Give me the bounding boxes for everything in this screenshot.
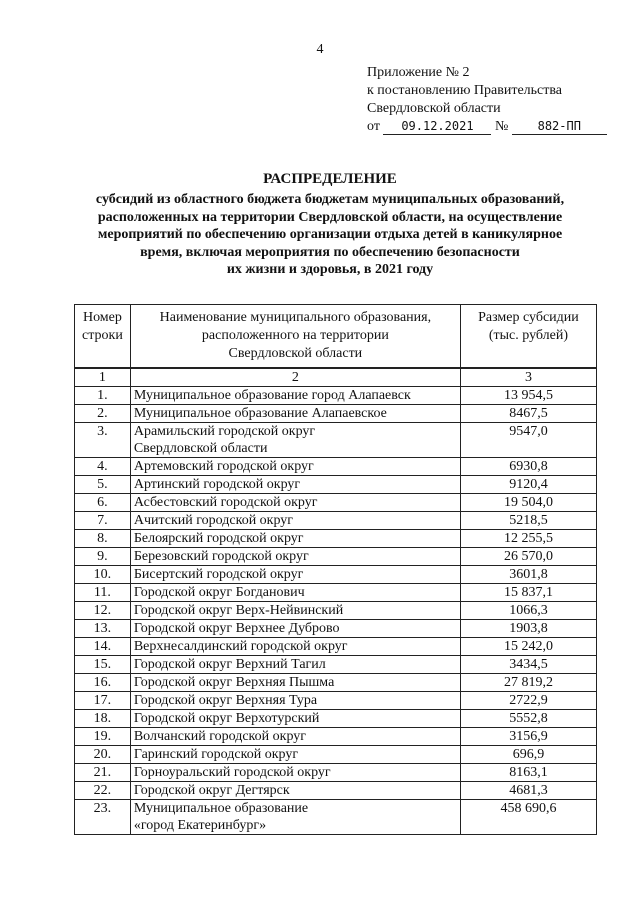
table-row (75, 656, 597, 674)
subtitle-line: время, включая мероприятия по обеспечению безопасности (140, 244, 520, 260)
subsidy-amount: 458 690,6 (460, 800, 596, 835)
column-index-row (75, 368, 597, 387)
municipality-name-line: Городской округ Верхняя Пышма (133, 675, 335, 690)
heading-subtitle (70, 191, 590, 279)
row-number: 4. (75, 458, 131, 476)
municipality-name-line: Ачитский городской округ (133, 513, 294, 528)
row-number: 23. (75, 800, 131, 835)
row-number: 10. (75, 566, 131, 584)
subsidy-amount: 2722,9 (460, 692, 596, 710)
table-row (75, 782, 597, 800)
table-row (75, 494, 597, 512)
municipality-name (130, 512, 460, 530)
subsidy-amount: 9547,0 (460, 423, 596, 458)
subtitle-line: субсидий из областного бюджета бюджетам муниципальных образований, (95, 192, 565, 207)
row-number: 22. (75, 782, 131, 800)
municipality-name (130, 656, 460, 674)
municipality-name (130, 387, 460, 405)
table-row (75, 566, 597, 584)
municipality-name-line: Арамильский городской округ (133, 424, 316, 439)
row-number: 6. (75, 494, 131, 512)
date-prefix: от (367, 119, 380, 134)
appendix-line-3: Свердловской области (367, 101, 501, 116)
municipality-name-line: Гаринский городской округ (133, 747, 299, 762)
subsidy-amount: 15 837,1 (460, 584, 596, 602)
subsidy-amount: 13 954,5 (460, 387, 596, 405)
municipality-name-line: Городской округ Верхняя Тура (133, 693, 318, 708)
table-row (75, 620, 597, 638)
row-number: 1. (75, 387, 131, 405)
row-number: 3. (75, 423, 131, 458)
appendix-line-2: к постановлению Правительства (367, 83, 563, 98)
subsidy-amount: 1066,3 (460, 602, 596, 620)
table-row (75, 602, 597, 620)
table-row (75, 387, 597, 405)
header-row-number: Номер строки (75, 305, 131, 369)
appendix-block (367, 64, 607, 136)
appendix-date-line (367, 118, 607, 136)
subsidy-amount: 5218,5 (460, 512, 596, 530)
municipality-name (130, 476, 460, 494)
table-row (75, 674, 597, 692)
subsidy-amount: 696,9 (460, 746, 596, 764)
row-number: 5. (75, 476, 131, 494)
document-heading (70, 170, 590, 279)
municipality-name (130, 800, 460, 835)
row-number: 17. (75, 692, 131, 710)
municipality-name-line: Городской округ Верхотурский (133, 711, 320, 726)
table-row (75, 423, 597, 458)
municipality-name (130, 566, 460, 584)
table-row (75, 476, 597, 494)
municipality-name-line: Бисертский городской округ (133, 567, 304, 582)
row-number: 19. (75, 728, 131, 746)
municipality-name-line: Артинский городской округ (133, 477, 301, 492)
municipality-name (130, 602, 460, 620)
column-index: 3 (460, 368, 596, 387)
municipality-name (130, 746, 460, 764)
municipality-name (130, 405, 460, 423)
municipality-name (130, 423, 460, 458)
municipality-name-line: Асбестовский городской округ (133, 495, 318, 510)
municipality-name-line: Волчанский городской округ (133, 729, 306, 744)
row-number: 16. (75, 674, 131, 692)
municipality-name-line: Свердловской области (133, 441, 268, 456)
subsidy-table (74, 304, 597, 835)
municipality-name-line: «город Екатеринбург» (133, 818, 267, 833)
subsidy-amount: 3434,5 (460, 656, 596, 674)
row-number: 15. (75, 656, 131, 674)
municipality-name (130, 782, 460, 800)
table-row (75, 728, 597, 746)
municipality-name-line: Городской округ Верхнее Дуброво (133, 621, 340, 636)
subsidy-amount: 9120,4 (460, 476, 596, 494)
subsidy-amount: 4681,3 (460, 782, 596, 800)
table-row (75, 746, 597, 764)
municipality-name (130, 494, 460, 512)
decree-number: 882-ПП (512, 119, 607, 135)
municipality-name-line: Городской округ Верхний Тагил (133, 657, 326, 672)
subsidy-amount: 6930,8 (460, 458, 596, 476)
subtitle-line: их жизни и здоровья, в 2021 году (226, 262, 434, 277)
subsidy-amount: 5552,8 (460, 710, 596, 728)
table-row (75, 692, 597, 710)
row-number: 11. (75, 584, 131, 602)
municipality-name (130, 638, 460, 656)
municipality-name (130, 620, 460, 638)
subsidy-amount: 27 819,2 (460, 674, 596, 692)
subtitle-line: расположенных на территории Свердловской области, на осуществление (97, 209, 563, 225)
heading-title: РАСПРЕДЕЛЕНИЕ (263, 171, 397, 187)
municipality-name (130, 584, 460, 602)
row-number: 21. (75, 764, 131, 782)
row-number: 20. (75, 746, 131, 764)
municipality-name-line: Белоярский городской округ (133, 531, 304, 546)
municipality-name-line: Березовский городской округ (133, 549, 309, 564)
municipality-name (130, 692, 460, 710)
subsidy-amount: 8163,1 (460, 764, 596, 782)
municipality-name (130, 710, 460, 728)
municipality-name-line: Муниципальное образование город Алапаевск (133, 388, 411, 403)
table-row (75, 530, 597, 548)
municipality-name-line: Артемовский городской округ (133, 459, 314, 474)
municipality-name (130, 674, 460, 692)
municipality-name (130, 764, 460, 782)
subsidy-amount: 26 570,0 (460, 548, 596, 566)
municipality-name-line: Горноуральский городской округ (133, 765, 331, 780)
row-number: 9. (75, 548, 131, 566)
column-index: 2 (130, 368, 460, 387)
table-row (75, 638, 597, 656)
row-number: 12. (75, 602, 131, 620)
table-row (75, 584, 597, 602)
municipality-name-line: Городской округ Дегтярск (133, 783, 290, 798)
subsidy-amount: 12 255,5 (460, 530, 596, 548)
table-row (75, 512, 597, 530)
row-number: 18. (75, 710, 131, 728)
municipality-name-line: Муниципальное образование Алапаевское (133, 406, 387, 421)
appendix-line-1: Приложение № 2 (367, 65, 470, 80)
subsidy-amount: 8467,5 (460, 405, 596, 423)
table-header-row (75, 305, 597, 369)
municipality-name (130, 548, 460, 566)
header-municipality: Наименование муниципального образования, расположенного на территории Свердловской области (130, 305, 460, 369)
row-number: 13. (75, 620, 131, 638)
table-row (75, 405, 597, 423)
municipality-name-line: Муниципальное образование (133, 801, 309, 816)
subsidy-amount: 19 504,0 (460, 494, 596, 512)
table-row (75, 548, 597, 566)
table-row (75, 710, 597, 728)
municipality-name-line: Городской округ Верх-Нейвинский (133, 603, 344, 618)
municipality-name (130, 530, 460, 548)
subtitle-line: мероприятий по обеспечению организации отдыха детей в каникулярное (97, 227, 563, 242)
municipality-name (130, 458, 460, 476)
number-prefix: № (494, 119, 509, 134)
table-row (75, 458, 597, 476)
page-number: 4 (316, 42, 324, 57)
subsidy-amount: 3601,8 (460, 566, 596, 584)
row-number: 8. (75, 530, 131, 548)
table-row (75, 764, 597, 782)
table-row (75, 800, 597, 835)
municipality-name-line: Верхнесалдинский городской округ (133, 639, 348, 654)
subsidy-amount: 15 242,0 (460, 638, 596, 656)
subsidy-amount: 1903,8 (460, 620, 596, 638)
header-amount: Размер субсидии (тыс. рублей) (460, 305, 596, 369)
row-number: 7. (75, 512, 131, 530)
row-number: 2. (75, 405, 131, 423)
municipality-name (130, 728, 460, 746)
subsidy-amount: 3156,9 (460, 728, 596, 746)
municipality-name-line: Городской округ Богданович (133, 585, 305, 600)
row-number: 14. (75, 638, 131, 656)
decree-date: 09.12.2021 (383, 119, 491, 135)
column-index: 1 (75, 368, 131, 387)
